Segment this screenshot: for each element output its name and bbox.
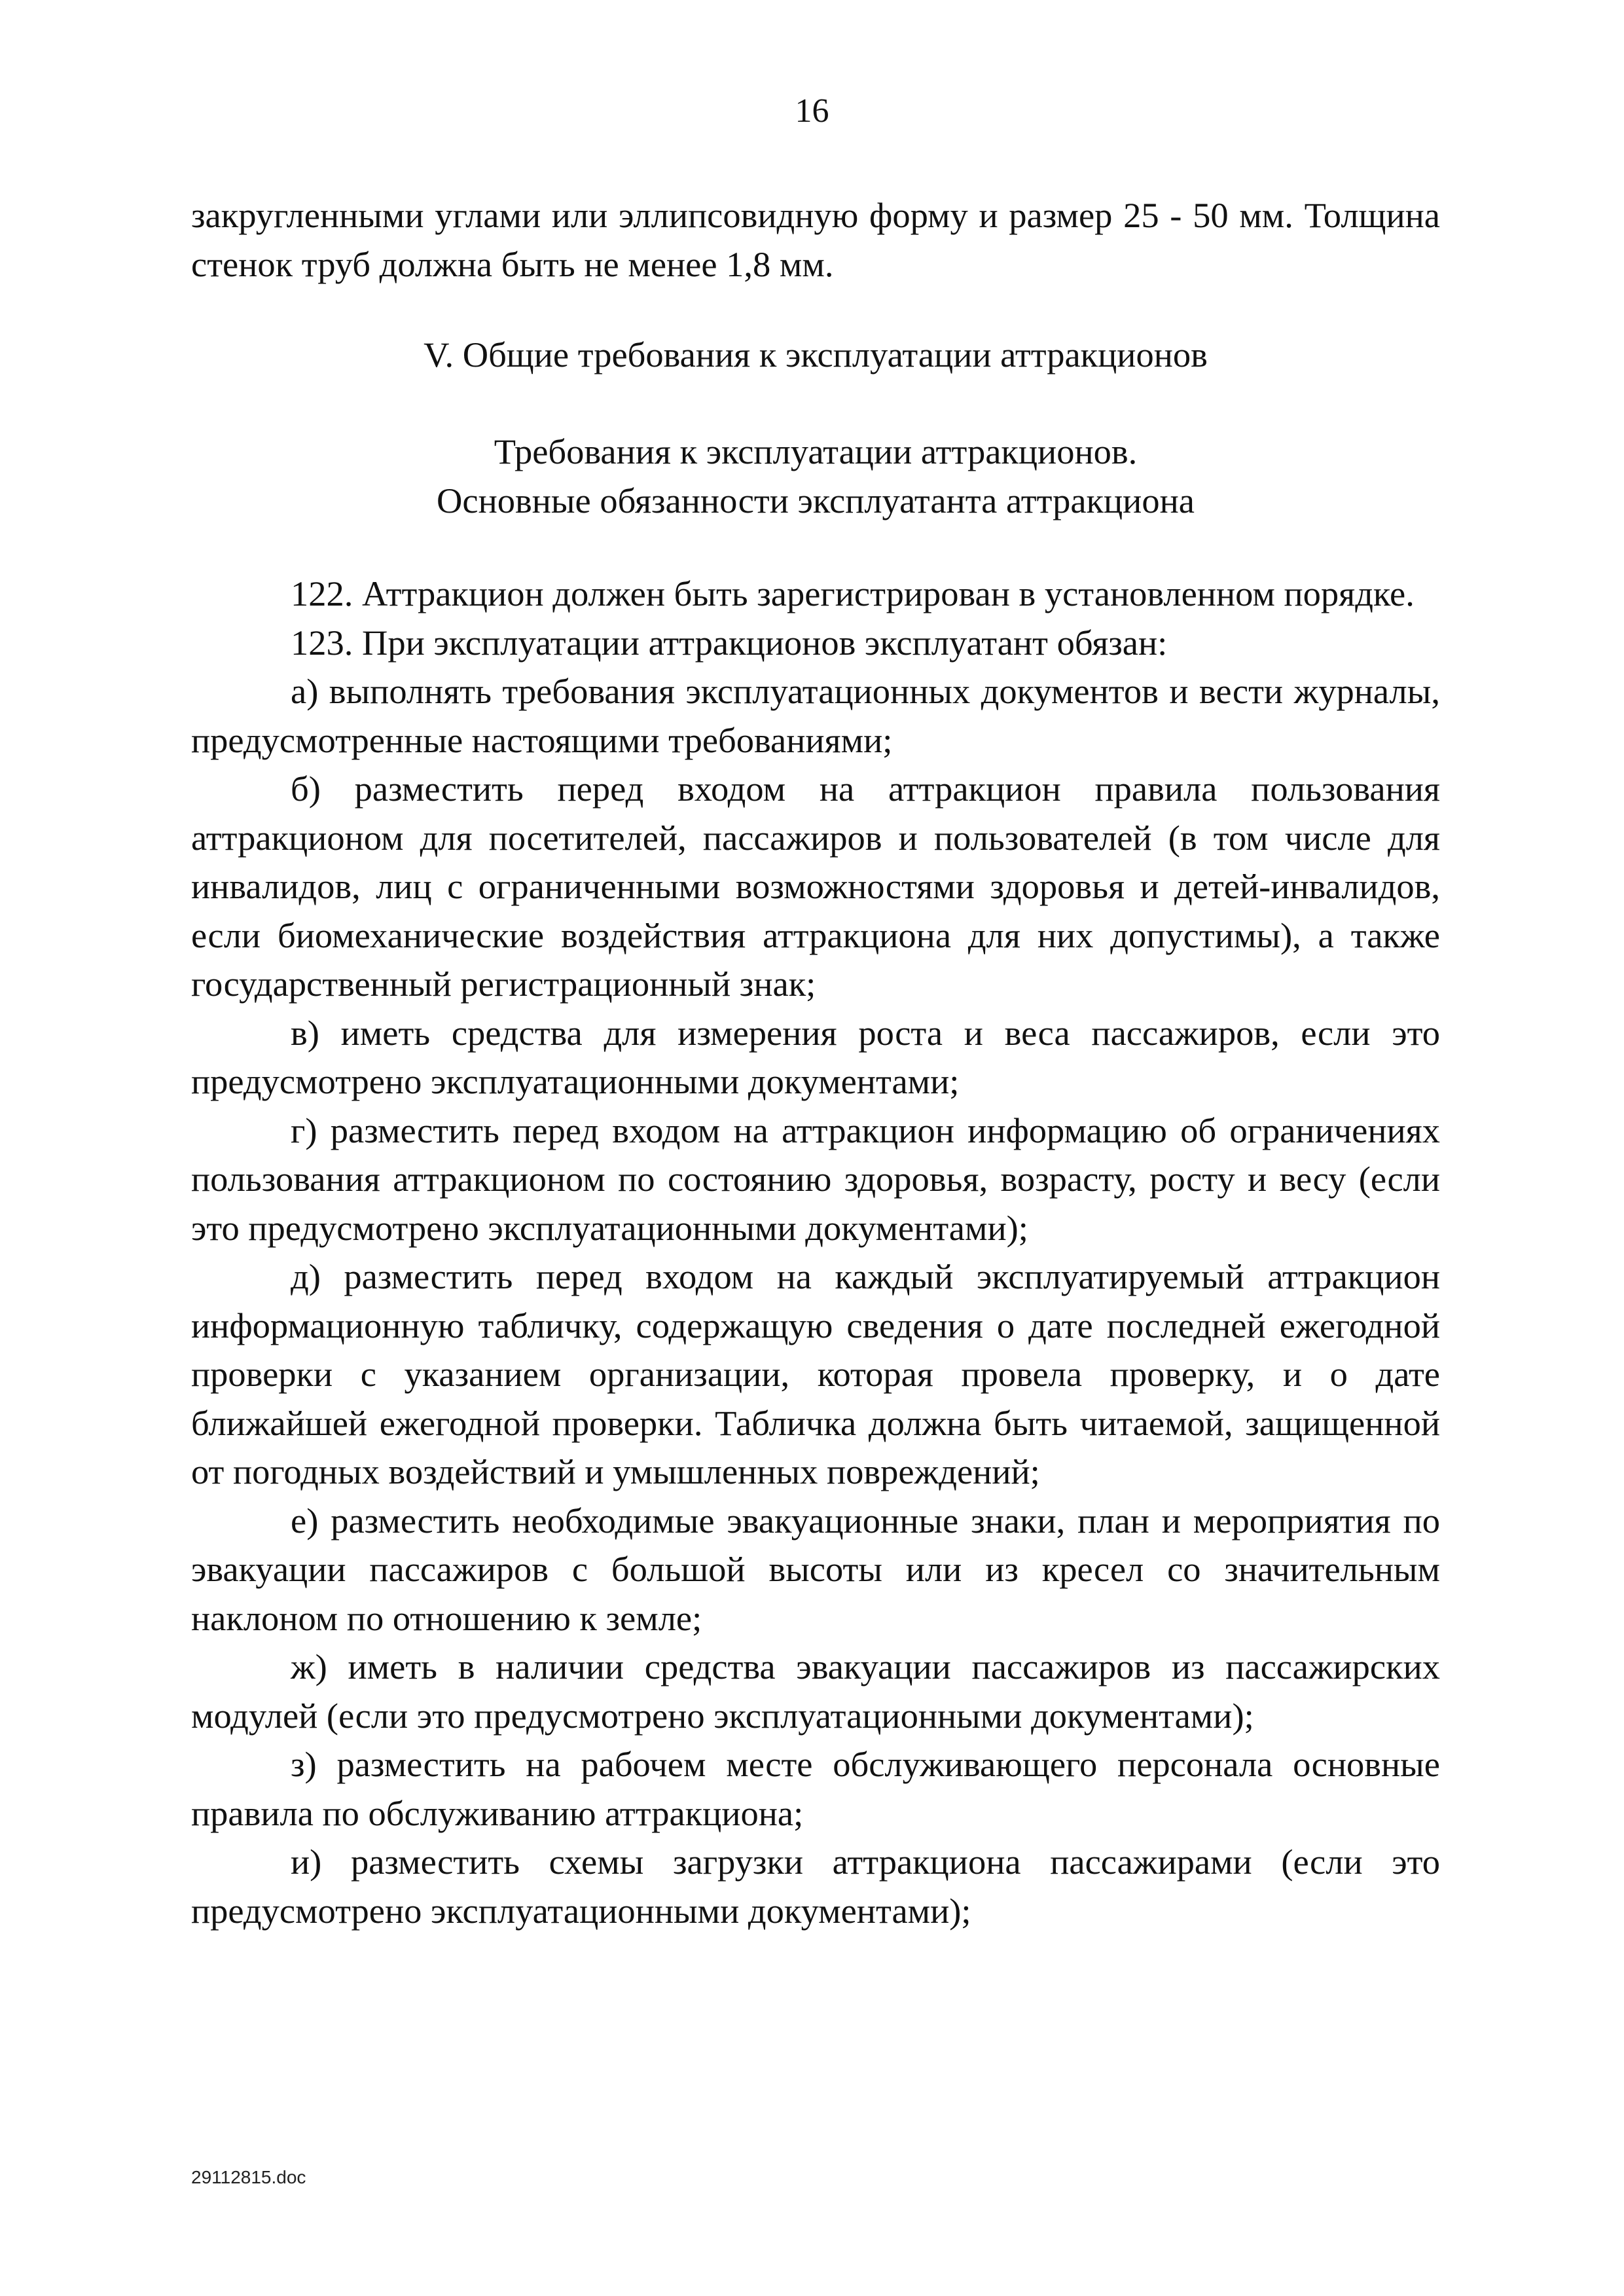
list-item-v: в) иметь средства для измерения роста и веса пассажиров, если это предусмотрено эксплуатационными документами; bbox=[191, 1012, 1440, 1101]
section-title: V. Общие требования к эксплуатации аттракционов bbox=[424, 335, 1208, 374]
list-item-a: а) выполнять требования эксплуатационных документов и вести журналы, предусмотренные настоящими требованиями; bbox=[191, 671, 1440, 760]
continuation-block bbox=[191, 191, 1440, 289]
subsection-title-line-1: Требования к эксплуатации аттракционов. bbox=[494, 431, 1138, 471]
list-item-z: з) разместить на рабочем месте обслуживающего персонала основные правила по обслуживанию аттракциона; bbox=[191, 1744, 1440, 1833]
list-item-b: б) разместить перед входом на аттракцион правила пользования аттракционом для посетителей, пассажиров и пользователей (в том числе для инвалидов, лиц с ограниченными возможностями здоровья и детей-инвалидов, если биомеханические воздействия аттракциона для них допустимы), а также государственный регистрационный знак; bbox=[191, 769, 1440, 1004]
section-heading-block bbox=[191, 331, 1440, 380]
page-number: 16 bbox=[795, 92, 829, 130]
clause-122: 122. Аттракцион должен быть зарегистрирован в установленном порядке. bbox=[291, 574, 1415, 613]
subsection-heading-block bbox=[191, 428, 1440, 525]
list-item-zh: ж) иметь в наличии средства эвакуации пассажиров из пассажирских модулей (если это предусмотрено эксплуатационными документами); bbox=[191, 1647, 1440, 1736]
list-item-e: е) разместить необходимые эвакуационные знаки, план и мероприятия по эвакуации пассажиров с большой высоты или из кресел со значительным наклоном по отношению к земле; bbox=[191, 1500, 1440, 1638]
list-item-d: д) разместить перед входом на каждый эксплуатируемый аттракцион информационную табличку, содержащую сведения о дате последней ежегодной проверки с указанием организации, которая провела проверку, и о дате ближайшей ежегодной проверки. Табличка должна быть читаемой, защищенной от погодных воздействий и умышленных повреждений; bbox=[191, 1256, 1440, 1491]
clauses-block bbox=[191, 570, 1440, 1935]
list-item-i: и) разместить схемы загрузки аттракциона пассажирами (если это предусмотрено эксплуатационными документами); bbox=[191, 1842, 1440, 1931]
list-item-g: г) разместить перед входом на аттракцион информацию об ограничениях пользования аттракционом по состоянию здоровья, возрасту, росту и весу (если это предусмотрено эксплуатационными документами); bbox=[191, 1110, 1440, 1248]
continuation-paragraph: закругленными углами или эллипсовидную форму и размер 25 - 50 мм. Толщина стенок труб должна быть не менее 1,8 мм. bbox=[191, 195, 1440, 284]
clause-123: 123. При эксплуатации аттракционов эксплуатант обязан: bbox=[291, 622, 1168, 663]
subsection-title-line-2: Основные обязанности эксплуатанта аттракциона bbox=[437, 480, 1195, 520]
footer-file-code: 29112815.doc bbox=[191, 2167, 306, 2187]
